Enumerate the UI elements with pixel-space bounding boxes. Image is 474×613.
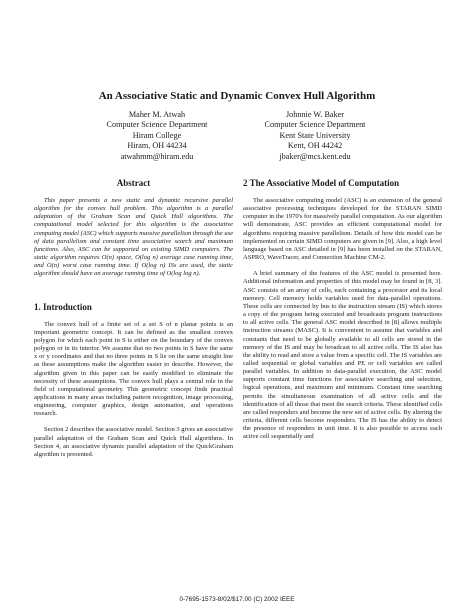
abstract-text: This paper presents a new static and dynamic recursive parallel algorithm for the convex hull problem. This algorithm is a parallel adaptation of the Graham Scan and Quick Hull algorithms. The computational model selected for this algorithm is the associative computing model (ASC) which supports massive parallelism through the use of data parallelism and constant time associative search and maximum functions. Also, ASC can be supported on existing SIMD computers. The static algorithm requires O(n) space, O(log n) average case running time, and O(n) worst case running time. If O(log n) ISs are used, the static algorithm should have an average running time of O(log log n). [34,197,233,278]
left-column [34,178,233,459]
author-block-atwah [82,110,232,162]
author-email[interactable]: atwahmm@hiram.edu [120,151,194,161]
author-name: Maher M. Atwah [128,110,186,119]
section2-paragraph: A brief summary of the features of the ASC model is presented here. Additional information and properties of this model may be found in [8, 3]. ASC consists of an array of cells, each containing a processor and its local memory. Cell memory holds variables used for data-parallel operations. These cells are connected by bus to the instruction stream (IS) which stores a copy of the program being executed and broadcasts program instructions to all active cells. The general ASC model described in [8] allows multiple instruction streams (MASC). It is convenient to assume that variables and constants that need to be globally available to all cells are stored in the memory of the IS and may be broadcast to all active cells. The IS also has the ability to read and store a value from a specific cell. The IS variables are called sequential or global variables and PE or cell variables are called parallel variables. In addition to data-parallel execution, the ASC model supports constant time functions for associative searching and selection, logical operations, and maximum and minimum. Constant time searching permits the simultaneous examination of all active cells and the identification of all those that meet the search criteria. These identified cells are called responders and become the new set of active cells. By altering the criteria, different cells become responders. The IS has the ability to detect the presence of responders in unit time. It is also possible to access each active cell sequentially and [243,270,442,441]
author-name: Johnnie W. Baker [286,110,344,119]
author-department: Computer Science Department [106,120,208,130]
section2-heading: 2 The Associative Model of Computation [243,178,400,188]
copyright-footer: 0-7695-1573-8/02/$17.00 (C) 2002 IEEE [179,596,295,603]
abstract-heading: Abstract [116,178,151,188]
introduction-paragraph: The convex hull of a finite set of a set S of n planar points is an important geometric concept. It can be defined as the smallest convex polygon for which each point in S is either on the boundary of the convex polygon or in its interior. We assume that no two points in S have the same x or y coordinates and that no three points in S lie on the same straight line as these assumptions make the algorithm easier to describe. However, the algorithm given in this paper can be easily modified to eliminate the necessity of these assumptions. The convex hull plays a central role in the field of computational geometry. This geometric concept finds practical applications in many areas including pattern recognition, image processing, engineering, computer graphics, design automation, and operations research. [34,320,233,418]
introduction-heading: 1. Introduction [34,301,92,312]
author-city: Kent, OH 44242 [287,141,343,151]
author-department: Computer Science Department [264,120,366,130]
author-email[interactable]: jbaker@mcs.kent.edu [279,151,351,161]
author-institution: Kent State University [279,130,351,140]
section2-paragraph: The associative computing model (ASC) is an extension of the general associative processing techniques developed for the STARAN SIMD computer in the 1970's for massively parallel computation. As our algorithm will demonstrate, ASC provides an efficient computational model for algorithms requiring massive parallelism. Details of how this model can be implemented on certain SIMD computers are given in [9]. Also, a high level language based on ASC detailed in [9] has been installed on the STARAN, ASPRO, WaveTracer, and Connection Machine CM-2. [243,197,442,262]
author-block-baker [240,110,390,162]
author-institution: Hiram College [132,130,182,140]
paper-title: An Associative Static and Dynamic Convex Hull Algorithm [98,90,376,102]
author-city: Hiram, OH 44234 [127,141,187,151]
right-column [243,178,442,442]
introduction-paragraph: Section 2 describes the associative model. Section 3 gives an associative parallel adaptation of the Graham Scan and Quick Hull algorithms. In Section 4, an associative dynamic parallel adaptation of the QuickGraham algorithm is presented. [34,426,233,458]
